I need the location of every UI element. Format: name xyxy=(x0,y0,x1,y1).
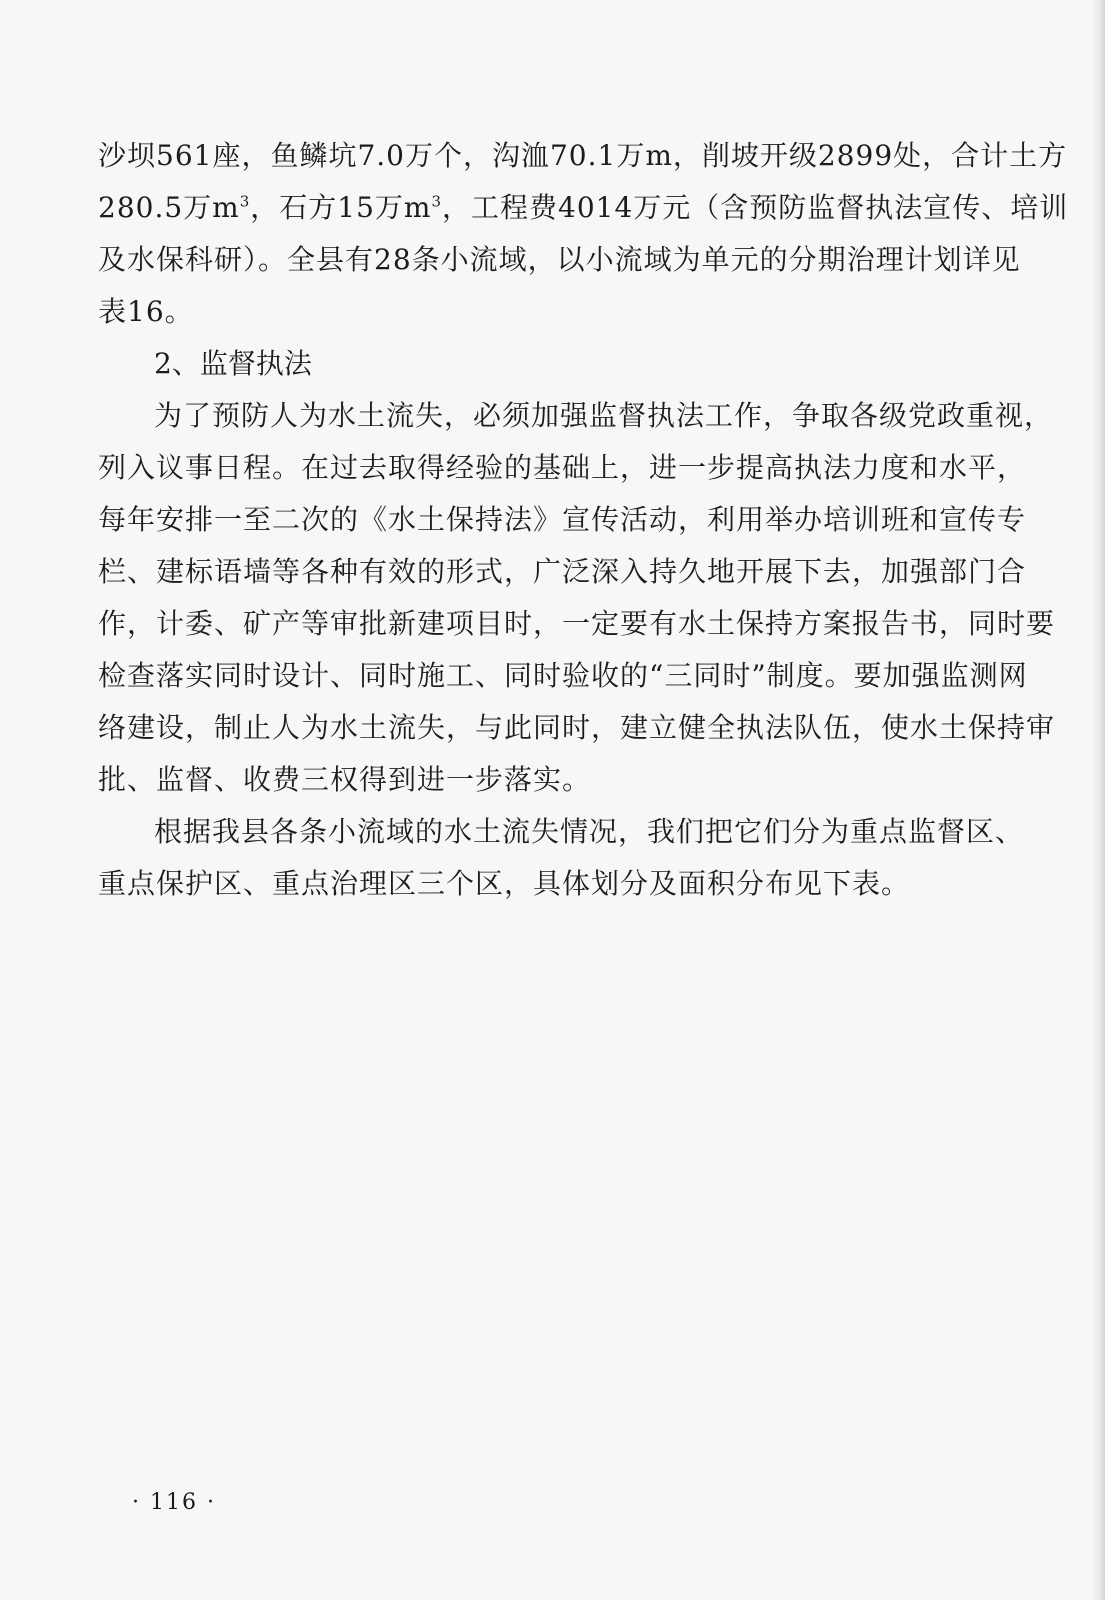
text-line: 表16。 xyxy=(98,295,194,328)
text-fragment: ，工程费4014万元（含预防监督执法宣传、培训 xyxy=(442,191,1069,224)
text-line: 为了预防人为水土流失，必须加强监督执法工作，争取各级党政重视， xyxy=(154,399,1054,432)
text-line xyxy=(98,182,1069,234)
text-line: 根据我县各条小流域的水土流失情况，我们把它们分为重点监督区、 xyxy=(154,815,1025,848)
text-line: 作，计委、矿产等审批新建项目时，一定要有水土保持方案报告书，同时要 xyxy=(98,607,1056,640)
text-line: 检查落实同时设计、同时施工、同时验收的“三同时”制度。要加强监测网 xyxy=(98,659,1028,692)
section-heading: 2、监督执法 xyxy=(154,347,312,380)
text-line: 沙坝561座，鱼鳞坑7.0万个，沟洫70.1万m，削坡开级2899处，合计土方 xyxy=(98,139,1068,172)
superscript: 3 xyxy=(239,192,251,211)
text-fragment: ，石方15万m xyxy=(250,191,432,224)
paragraph-earthwork-summary xyxy=(98,130,1069,338)
text-line: 络建设，制止人为水土流失，与此同时，建立健全执法队伍，使水土保持审 xyxy=(98,711,1056,744)
page-number: · 116 · xyxy=(132,1490,216,1515)
text-line: 及水保科研）。全县有28条小流域，以小流域为单元的分期治理计划详见 xyxy=(98,243,1021,276)
text-line: 每年安排一至二次的《水土保持法》宣传活动，利用举办培训班和宣传专 xyxy=(98,503,1027,536)
text-line: 列入议事日程。在过去取得经验的基础上，进一步提高执法力度和水平， xyxy=(98,451,1027,484)
body-text xyxy=(98,130,1069,910)
text-line: 重点保护区、重点治理区三个区，具体划分及面积分布见下表。 xyxy=(98,867,911,900)
text-line: 批、监督、收费三权得到进一步落实。 xyxy=(98,763,592,796)
text-fragment: 280.5万m xyxy=(98,191,240,224)
paragraph-supervision xyxy=(98,390,1056,806)
superscript: 3 xyxy=(431,192,442,211)
paragraph-zoning xyxy=(98,806,1025,910)
text-line: 栏、建标语墙等各种有效的形式，广泛深入持久地开展下去，加强部门合 xyxy=(98,555,1027,588)
scan-edge-shadow xyxy=(1091,0,1105,1600)
